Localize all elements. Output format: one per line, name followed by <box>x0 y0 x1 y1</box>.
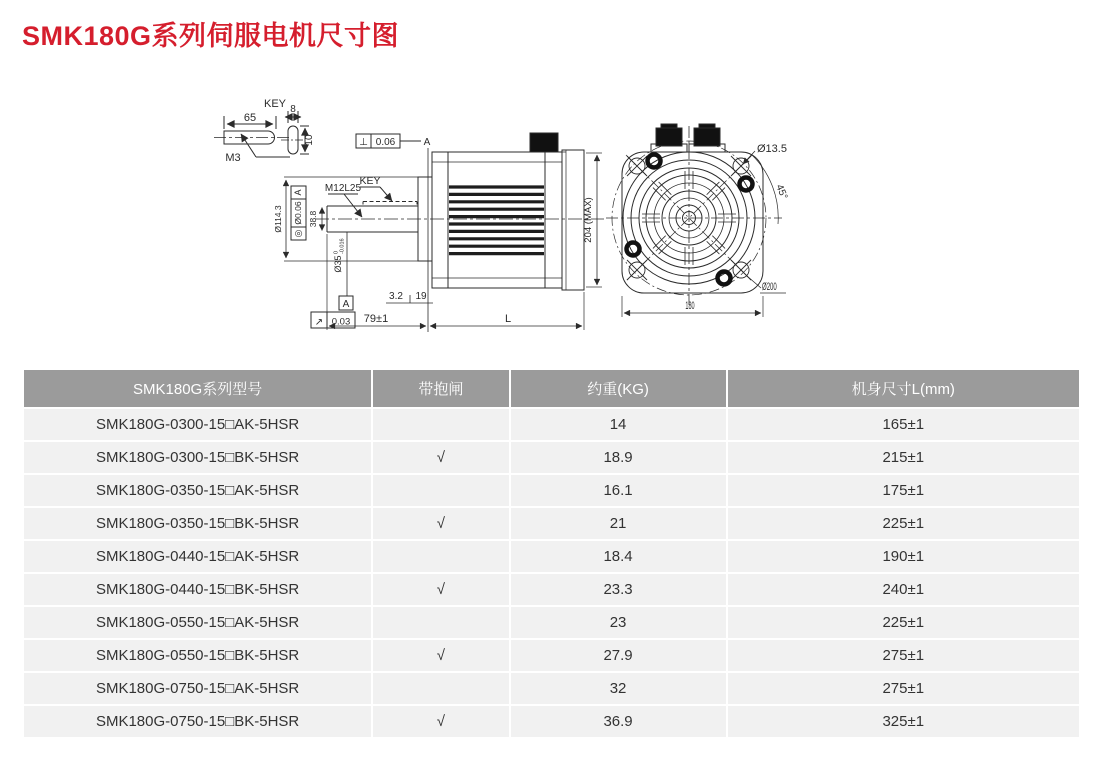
weight-cell: 16.1 <box>511 475 726 506</box>
weight-cell: 18.4 <box>511 541 726 572</box>
length-cell: 225±1 <box>728 508 1079 539</box>
front-view <box>606 124 789 317</box>
concentricity-frame <box>291 186 306 240</box>
header-length: 机身尺寸L(mm) <box>728 370 1079 407</box>
brake-cell <box>373 607 508 638</box>
weight-cell: 23.3 <box>511 574 726 605</box>
weight-cell: 36.9 <box>511 706 726 737</box>
model-cell: SMK180G-0750-15□AK-5HSR <box>24 673 371 704</box>
length-cell: 165±1 <box>728 409 1079 440</box>
key-thread-label: M3 <box>225 152 241 164</box>
max-height-dim: 204 (MAX) <box>583 197 594 243</box>
perpendicularity-datum: A <box>423 137 431 148</box>
weight-cell: 32 <box>511 673 726 704</box>
shaft-ext-dim: 79±1 <box>363 313 389 325</box>
power-connector-front <box>656 128 682 146</box>
key-detail-title: KEY <box>263 98 287 110</box>
brake-cell: √ <box>373 574 508 605</box>
key-width-dim: 8 <box>290 104 296 115</box>
brake-cell <box>373 475 508 506</box>
length-cell: 275±1 <box>728 673 1079 704</box>
motor-drawing-svg <box>185 80 825 360</box>
spec-table <box>22 368 1081 739</box>
shaft-section-dim: 38.8 <box>308 210 318 228</box>
weight-cell: 23 <box>511 607 726 638</box>
model-cell: SMK180G-0550-15□AK-5HSR <box>24 607 371 638</box>
key-detail-view <box>214 98 315 164</box>
concentricity-datum: A <box>292 189 303 196</box>
model-cell: SMK180G-0440-15□BK-5HSR <box>24 574 371 605</box>
model-cell: SMK180G-0750-15□BK-5HSR <box>24 706 371 737</box>
runout-value: 0.03 <box>331 316 351 328</box>
weight-cell: 27.9 <box>511 640 726 671</box>
table-row <box>24 541 1079 572</box>
hole-angle-dim: 45° <box>773 182 790 202</box>
side-view <box>273 133 604 330</box>
length-cell: 225±1 <box>728 607 1079 638</box>
cooling-fins <box>449 187 544 254</box>
length-cell: 275±1 <box>728 640 1079 671</box>
length-cell: 175±1 <box>728 475 1079 506</box>
brake-cell <box>373 541 508 572</box>
table-row <box>24 442 1079 473</box>
brake-cell: √ <box>373 640 508 671</box>
shaft-tol-upper: 0 <box>333 250 340 254</box>
body-length-dim: L <box>504 313 512 325</box>
power-connector-side <box>530 133 558 152</box>
brake-cell <box>373 409 508 440</box>
spigot-diameter-dim: Ø114.3 <box>273 205 283 233</box>
table-row <box>24 409 1079 440</box>
surface-finish-dim: 3.2 <box>389 291 403 302</box>
brake-cell: √ <box>373 706 508 737</box>
header-model: SMK180G系列型号 <box>24 370 371 407</box>
perpendicularity-frame <box>356 134 431 332</box>
length-cell: 325±1 <box>728 706 1079 737</box>
length-cell: 240±1 <box>728 574 1079 605</box>
table-row <box>24 673 1079 704</box>
header-weight: 约重(KG) <box>511 370 726 407</box>
model-cell: SMK180G-0300-15□BK-5HSR <box>24 442 371 473</box>
model-cell: SMK180G-0350-15□AK-5HSR <box>24 475 371 506</box>
mounting-hole-dia-dim: Ø13.5 <box>757 143 787 155</box>
model-cell: SMK180G-0440-15□AK-5HSR <box>24 541 371 572</box>
shaft-key-label: KEY <box>359 175 381 187</box>
spec-table-body <box>24 409 1079 737</box>
length-cell: 190±1 <box>728 541 1079 572</box>
brake-cell <box>373 673 508 704</box>
tapped-hole-label: M12L25 <box>324 183 362 194</box>
key-height-dim: 10 <box>304 134 315 146</box>
key-length-on-shaft-dim: 19 <box>415 291 427 302</box>
weight-cell: 18.9 <box>511 442 726 473</box>
key-length-dim: 65 <box>243 112 257 124</box>
model-cell: SMK180G-0550-15□BK-5HSR <box>24 640 371 671</box>
bolt-circle-dia-dim: Ø200 <box>762 280 777 293</box>
shaft-diameter-dim: Ø35 <box>333 255 343 273</box>
header-brake: 带抱闸 <box>373 370 508 407</box>
weight-cell: 14 <box>511 409 726 440</box>
dimension-drawing <box>185 80 825 360</box>
page-title: SMK180G系列伺服电机尺寸图 <box>22 21 400 51</box>
model-cell: SMK180G-0300-15□AK-5HSR <box>24 409 371 440</box>
shaft-tol-lower: -0.016 <box>339 238 346 254</box>
weight-cell: 21 <box>511 508 726 539</box>
model-cell: SMK180G-0350-15□BK-5HSR <box>24 508 371 539</box>
brake-cell: √ <box>373 508 508 539</box>
table-row <box>24 706 1079 737</box>
perpendicularity-value: 0.06 <box>375 137 396 148</box>
datum-flag-label: A <box>342 299 350 310</box>
table-row <box>24 640 1079 671</box>
spec-table-header <box>24 370 1079 407</box>
brake-cell: √ <box>373 442 508 473</box>
table-row <box>24 508 1079 539</box>
table-row <box>24 607 1079 638</box>
concentricity-icon: ◎ <box>292 229 303 238</box>
runout-arrow-icon: ↗ <box>314 317 324 328</box>
flange-width-dim: 180 <box>685 298 695 312</box>
length-cell: 215±1 <box>728 442 1079 473</box>
concentricity-value: Ø0.06 <box>292 201 303 225</box>
perpendicularity-icon: ⊥ <box>359 137 368 148</box>
table-row <box>24 475 1079 506</box>
table-row <box>24 574 1079 605</box>
encoder-connector-front <box>694 128 720 146</box>
